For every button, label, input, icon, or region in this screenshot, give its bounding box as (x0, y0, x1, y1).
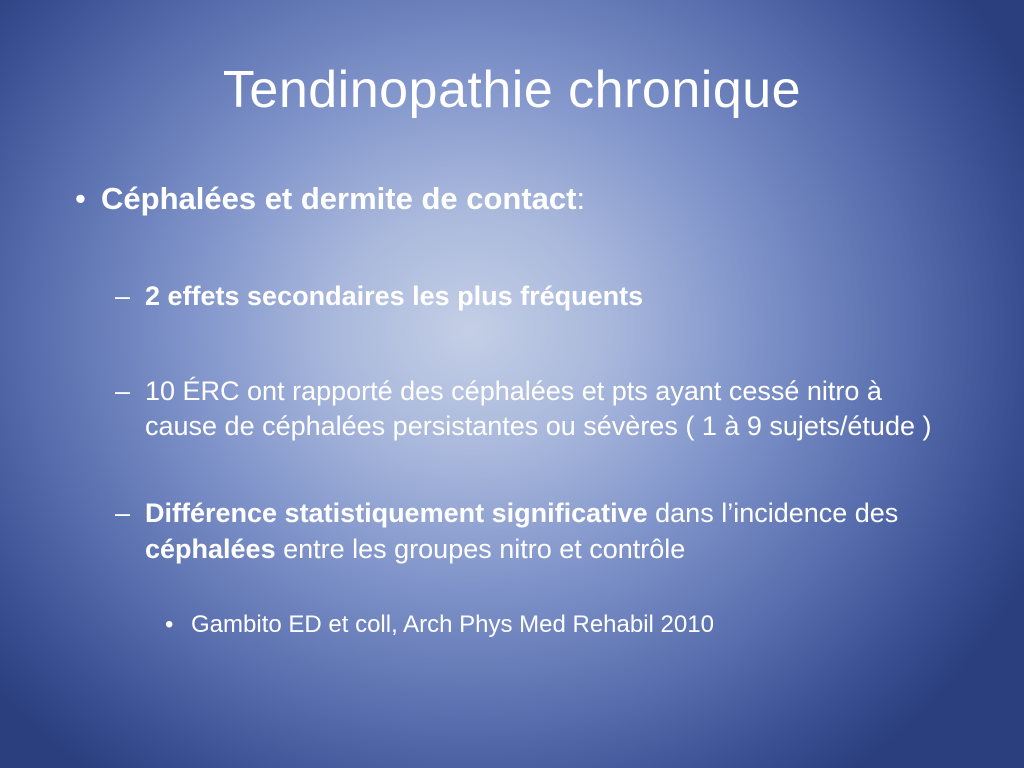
cephalees-bold: céphalées (145, 533, 276, 564)
bullet-main (75, 180, 955, 217)
slide-content (75, 180, 955, 640)
difference-bold: Différence statistiquement significative (145, 498, 648, 529)
sub-bullet-rct (115, 374, 955, 444)
bullet-main-bold: Céphalées et dermite de contact (101, 181, 577, 216)
bullet-main-colon: : (576, 181, 586, 216)
dash-icon: – (115, 376, 131, 407)
dash-icon: – (115, 498, 131, 529)
bullet-dot-icon: • (75, 181, 86, 216)
bullet-dot-icon: • (165, 610, 174, 638)
bullet-main-text (101, 180, 955, 217)
dash-icon: – (115, 281, 131, 312)
sub-bullet-difference (115, 496, 955, 566)
sub-bullet-side-effects-bold: 2 effets secondaires les plus fréquents (145, 281, 644, 312)
difference-text-1: dans l’incidence des (647, 498, 899, 529)
sub-bullet-side-effects (115, 279, 955, 314)
sub-bullet-side-effects-text (145, 279, 955, 314)
reference-text: Gambito ED et coll, Arch Phys Med Rehabil 2010 (191, 610, 714, 638)
sub-bullet-difference-text (145, 496, 955, 566)
sub-bullet-rct-text: 10 ÉRC ont rapporté des céphalées et pts ayant cessé nitro à cause de céphalées persistantes ou sévères ( 1 à 9 sujets/étude ) (145, 376, 932, 442)
reference-bullet (165, 609, 955, 640)
difference-text-2: entre les groupes nitro et contrôle (275, 533, 686, 564)
slide-title: Tendinopathie chronique (222, 61, 802, 119)
